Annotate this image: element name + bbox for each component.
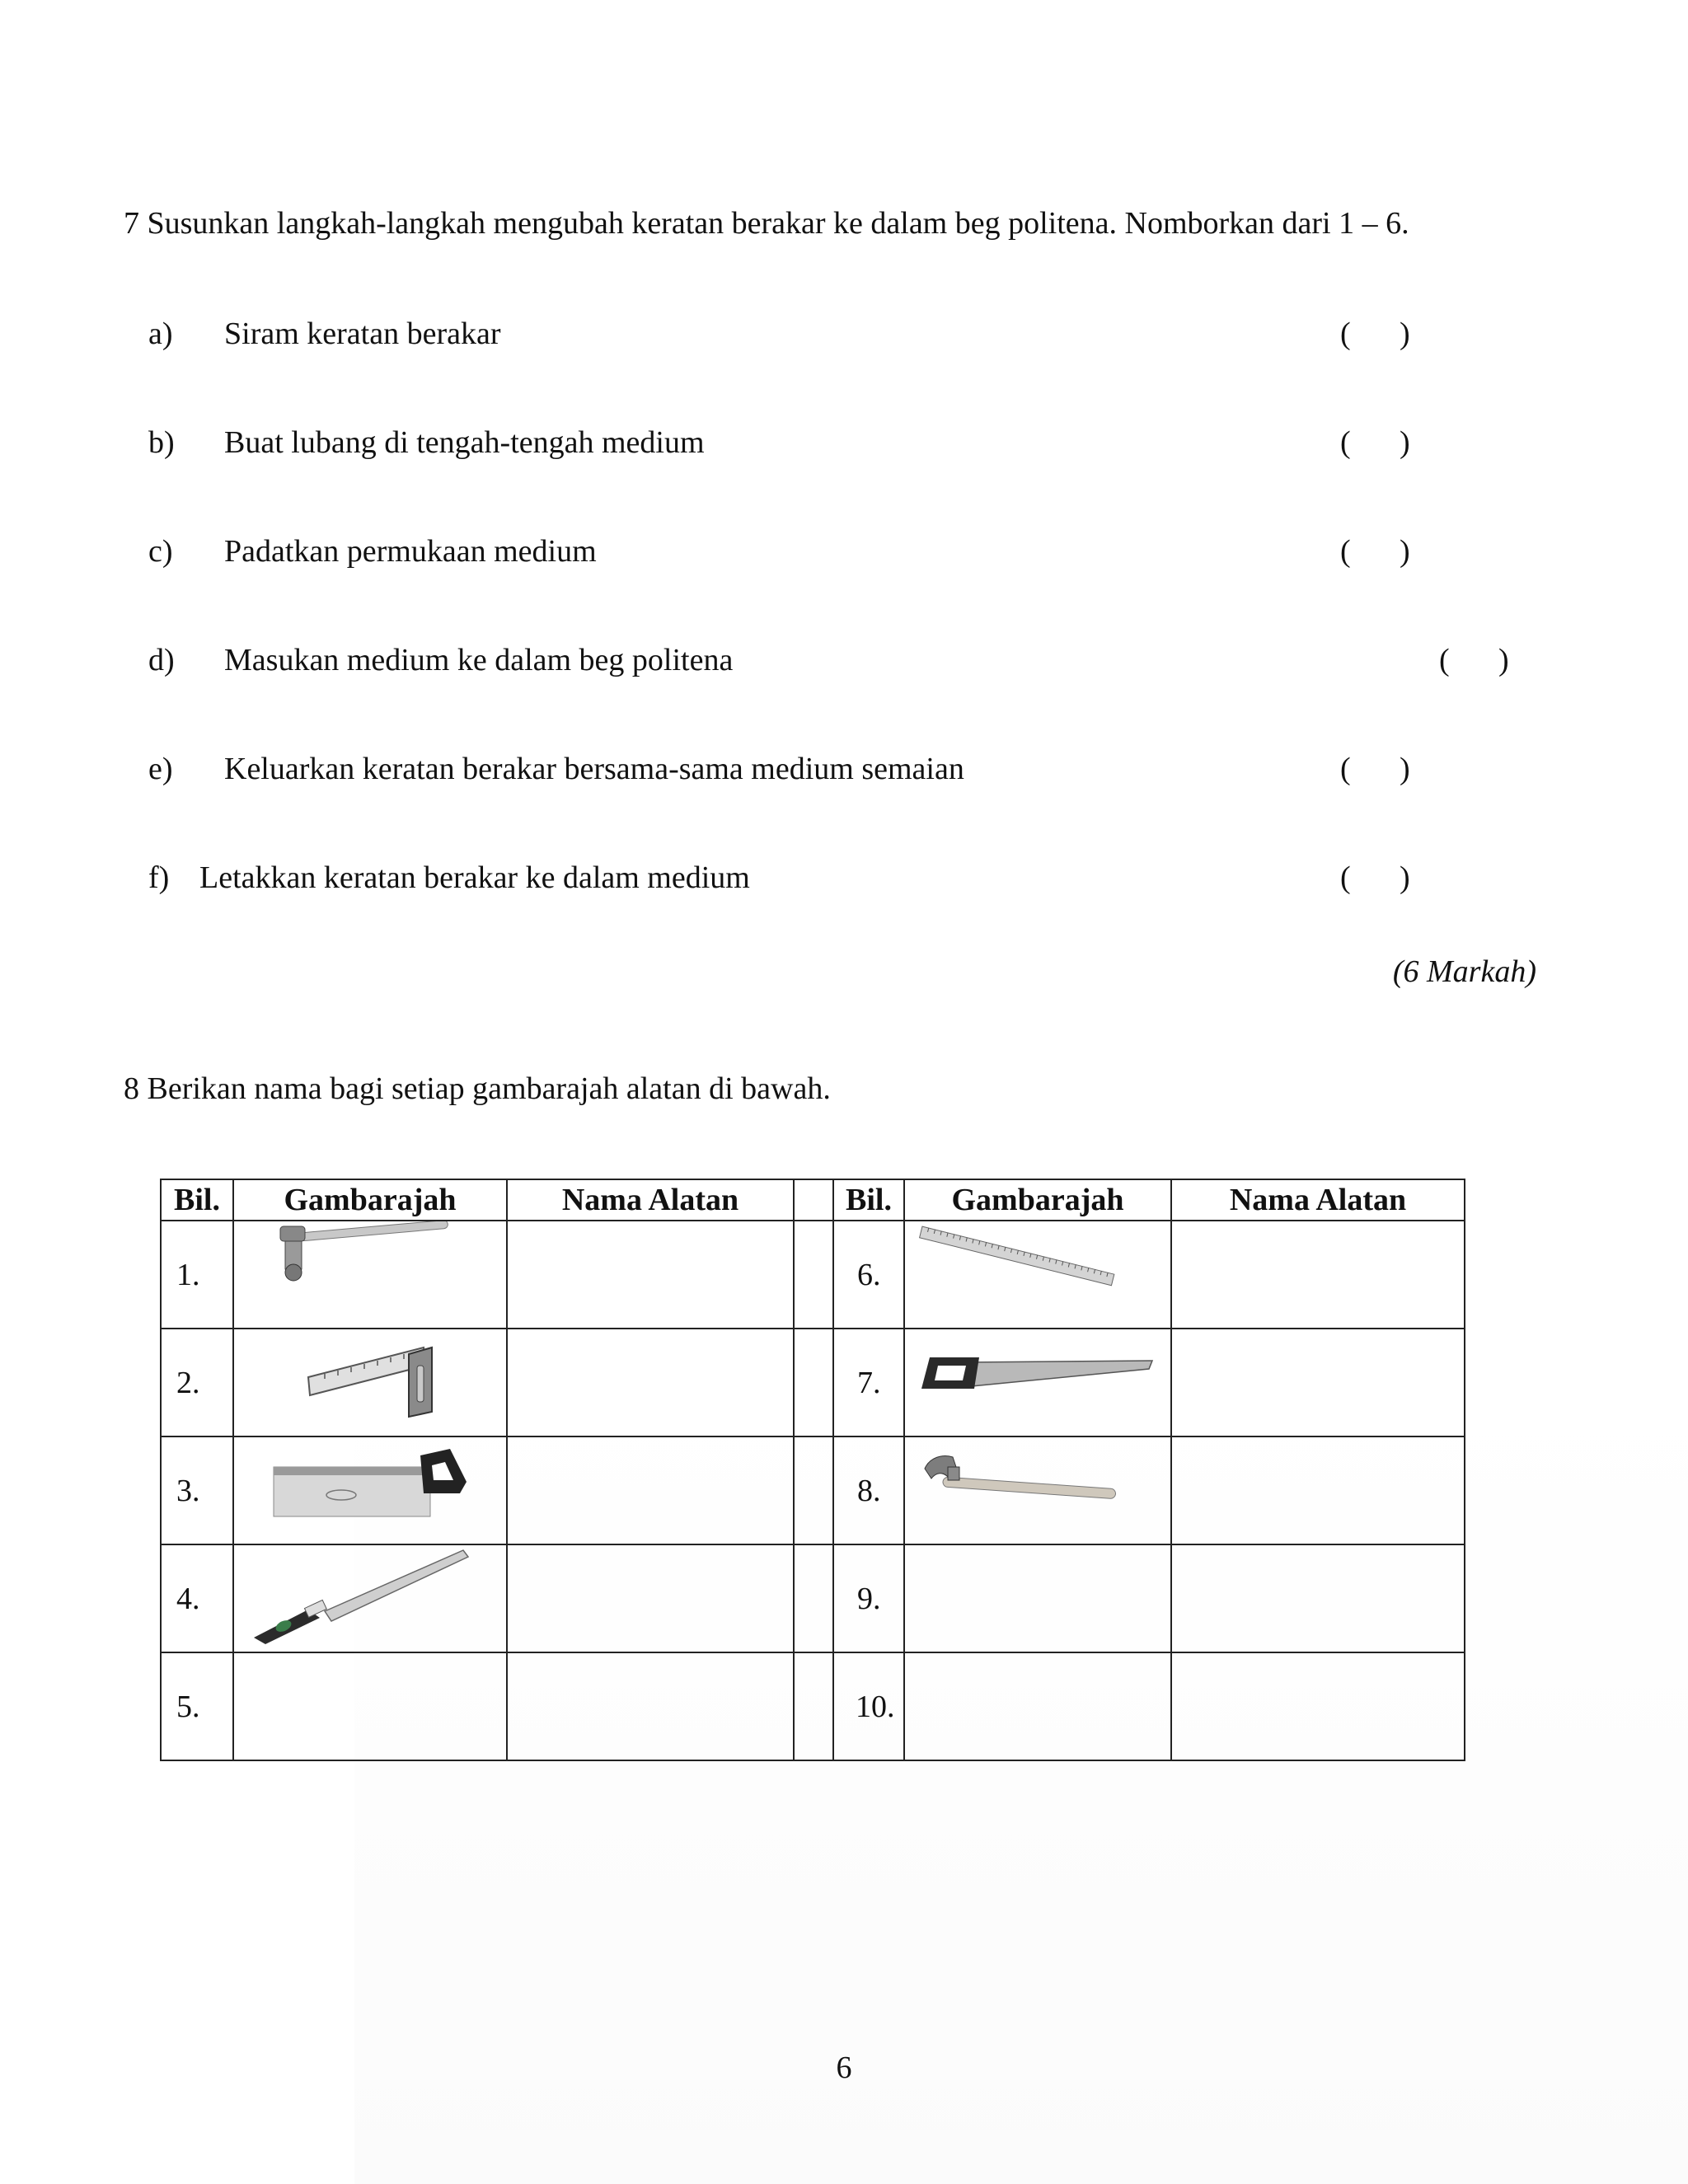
header-gambarajah: Gambarajah — [904, 1179, 1171, 1221]
q7-item-text: Siram keratan berakar — [224, 316, 501, 351]
q7-item-label: a) — [148, 316, 173, 351]
close-paren: ) — [1400, 316, 1410, 351]
row-number: 2. — [161, 1329, 233, 1436]
ball-pein-hammer-icon — [234, 1221, 506, 1326]
row-number: 9. — [833, 1544, 904, 1652]
row-number: 4. — [161, 1544, 233, 1652]
spacer-cell — [794, 1329, 833, 1436]
header-nama-alatan: Nama Alatan — [507, 1179, 794, 1221]
picture-cell — [904, 1221, 1171, 1329]
answer-cell[interactable] — [507, 1544, 794, 1652]
spacer-cell — [794, 1179, 833, 1221]
answer-cell[interactable] — [507, 1329, 794, 1436]
hand-saw-icon — [905, 1329, 1170, 1434]
open-paren: ( — [1340, 316, 1351, 351]
table-row — [161, 1544, 1465, 1652]
claw-hammer-icon — [905, 1437, 1170, 1542]
row-number: 5. — [161, 1652, 233, 1760]
picture-cell — [904, 1652, 1171, 1760]
row-number: 1. — [161, 1221, 233, 1329]
close-paren: ) — [1400, 534, 1410, 569]
picture-cell — [904, 1329, 1171, 1436]
row-number: 7. — [833, 1329, 904, 1436]
row-number: 8. — [833, 1436, 904, 1544]
page-number: 6 — [836, 2050, 852, 2085]
spacer-cell — [794, 1544, 833, 1652]
table-row — [161, 1652, 1465, 1760]
answer-cell[interactable] — [1171, 1544, 1465, 1652]
q7-item-label: b) — [148, 425, 175, 460]
q7-item-text: Buat lubang di tengah-tengah medium — [224, 425, 705, 460]
open-paren: ( — [1340, 752, 1351, 786]
picture-cell — [233, 1652, 507, 1760]
row-number: 3. — [161, 1436, 233, 1544]
answer-cell[interactable] — [1171, 1329, 1465, 1436]
spacer-cell — [794, 1221, 833, 1329]
close-paren: ) — [1400, 752, 1410, 786]
q7-item-text: Masukan medium ke dalam beg politena — [224, 643, 734, 677]
picture-cell — [904, 1544, 1171, 1652]
steel-ruler-icon — [905, 1221, 1170, 1326]
table-row — [161, 1221, 1465, 1329]
close-paren: ) — [1400, 860, 1410, 895]
picture-cell — [233, 1544, 507, 1652]
row-number: 6. — [833, 1221, 904, 1329]
marks-label: (6 Markah) — [1392, 954, 1536, 989]
row-number: 10. — [833, 1652, 904, 1760]
spacer-cell — [794, 1436, 833, 1544]
table-header-row — [161, 1179, 1465, 1221]
q7-item-text: Padatkan permukaan medium — [224, 534, 597, 569]
try-square-icon — [234, 1329, 506, 1434]
question-7-title: 7 Susunkan langkah-langkah mengubah keratan berakar ke dalam beg politena. Nomborkan dari 1 – 6. — [124, 206, 1409, 241]
q7-item-label: f) — [148, 860, 170, 895]
answer-cell[interactable] — [507, 1652, 794, 1760]
header-bil: Bil. — [161, 1179, 233, 1221]
q7-item-label: e) — [148, 752, 173, 786]
table-row — [161, 1329, 1465, 1436]
q7-item-label: c) — [148, 534, 173, 569]
open-paren: ( — [1340, 860, 1351, 895]
header-bil: Bil. — [833, 1179, 904, 1221]
tools-table — [160, 1179, 1465, 1761]
q7-item-text: Letakkan keratan berakar ke dalam medium — [199, 860, 750, 895]
open-paren: ( — [1439, 643, 1450, 677]
q7-item-text: Keluarkan keratan berakar bersama-sama medium semaian — [224, 752, 964, 786]
answer-cell[interactable] — [1171, 1652, 1465, 1760]
picture-cell — [233, 1221, 507, 1329]
close-paren: ) — [1400, 425, 1410, 460]
open-paren: ( — [1340, 534, 1351, 569]
file-icon — [234, 1545, 506, 1650]
tenon-saw-icon — [234, 1437, 506, 1542]
open-paren: ( — [1340, 425, 1351, 460]
header-gambarajah: Gambarajah — [233, 1179, 507, 1221]
question-8-title: 8 Berikan nama bagi setiap gambarajah alatan di bawah. — [124, 1071, 831, 1106]
picture-cell — [233, 1436, 507, 1544]
answer-cell[interactable] — [1171, 1436, 1465, 1544]
answer-cell[interactable] — [507, 1221, 794, 1329]
answer-cell[interactable] — [1171, 1221, 1465, 1329]
q7-item-label: d) — [148, 643, 175, 677]
header-nama-alatan: Nama Alatan — [1171, 1179, 1465, 1221]
close-paren: ) — [1498, 643, 1509, 677]
picture-cell — [904, 1436, 1171, 1544]
picture-cell — [233, 1329, 507, 1436]
table-row — [161, 1436, 1465, 1544]
spacer-cell — [794, 1652, 833, 1760]
answer-cell[interactable] — [507, 1436, 794, 1544]
